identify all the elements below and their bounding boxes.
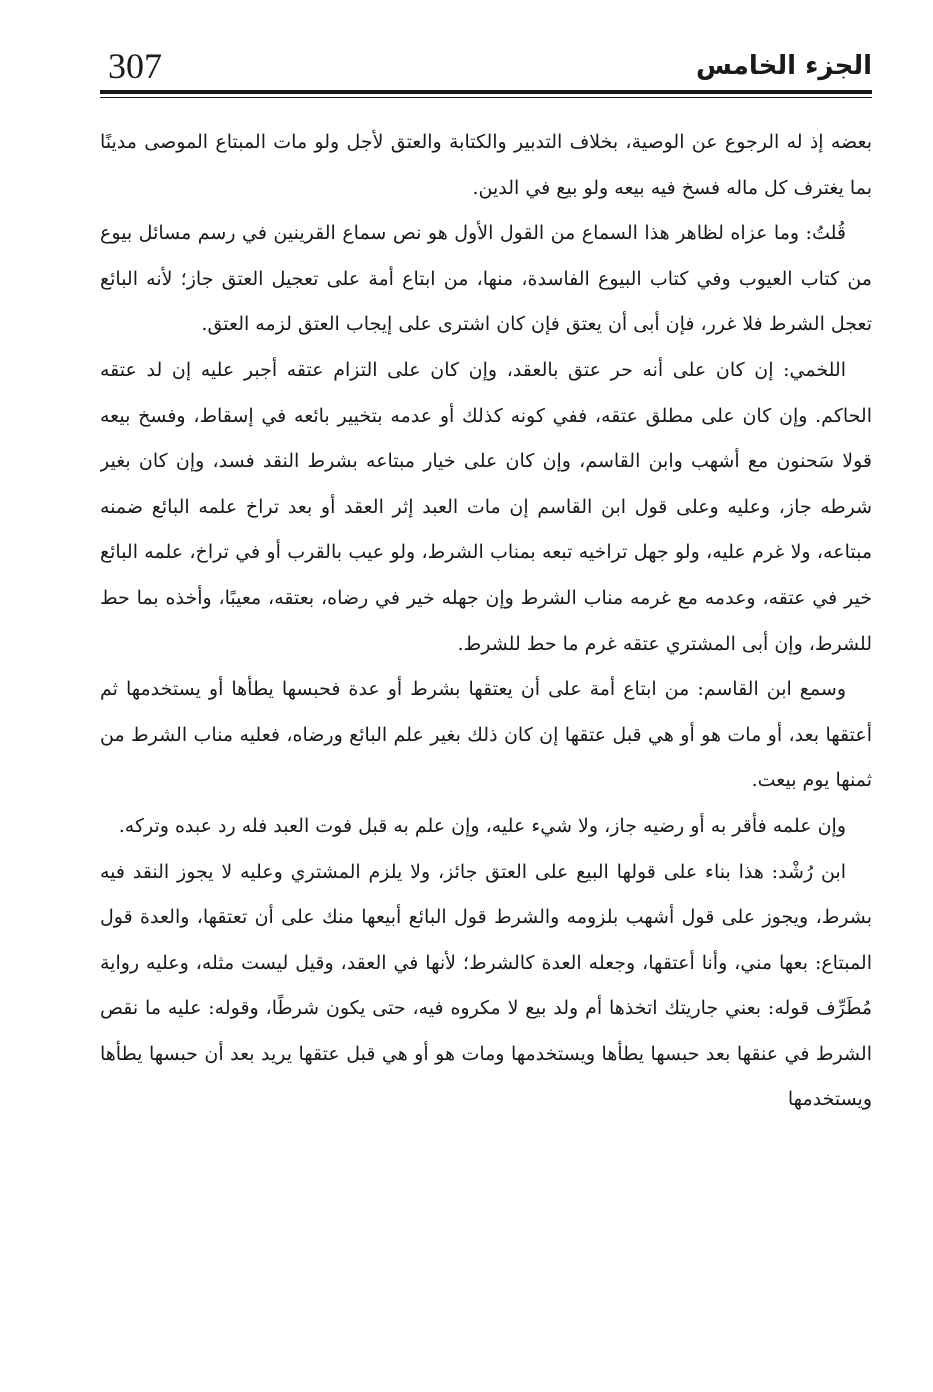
page-number: 307 [108,46,162,86]
paragraph-2: قُلتُ: وما عزاه لظاهر هذا السماع من القول الأول هو نص سماع القرينين في رسم مسائل بيوع من كتاب العيوب وفي كتاب البيوع الفاسدة، منها، من ابتاع أمة على تعجيل العتق جاز؛ لأنه البائع تعجل الشرط فلا غرر، فإن أبى أن يعتق فإن كان اشترى على إيجاب العتق لزمه العتق. [100,222,872,336]
page-header [100,40,872,92]
paragraph-3: اللخمي: إن كان على أنه حر عتق بالعقد، وإن كان على التزام عتقه أجبر عليه إن لد عتقه الحاكم. وإن كان على مطلق عتقه، ففي كونه كذلك أو عدمه بتخيير بائعه في إسقاط، وفسخ بيعه قولا سَحنون مع أشهب وابن القاسم، وإن كان على خيار مبتاعه بشرط النقد فسد، وإن كان بغير شرطه جاز، وعليه وعلى قول ابن القاسم إن مات العبد إثر العقد أو بعد تراخ علمه البائع ضمنه مبتاعه، ولا غرم عليه، ولو جهل تراخيه تبعه بمناب الشرط، ولو عيب بالقرب أو في تراخ، علمه البائع خير في عتقه، وعدمه مع غرمه مناب الشرط وإن جهله خير في رضاه، بعتقه، معيبًا، وأخذه بما حط للشرط، وإن أبى المشتري عتقه غرم ما حط للشرط. [100,358,872,655]
paragraph-4: وسمع ابن القاسم: من ابتاع أمة على أن يعتقها بشرط أو عدة فحبسها يطأها أو يستخدمها ثم أعتقها بعد، أو مات هو أو هي قبل عتقها إن كان ذلك بغير علم البائع ورضاه، فعليه مناب الشرط من ثمنها يوم بيعت. [100,678,872,792]
header-rule-thin [100,97,872,98]
paragraph-1: بعضه إذ له الرجوع عن الوصية، بخلاف التدبير والكتابة والعتق لأجل ولو مات المبتاع الموصى مدينًا بما يغترف كل ماله فسخ فيه بيعه ولو بيع في الدين. [100,131,872,199]
paragraph-6: ابن رُشْد: هذا بناء على قولها البيع على العتق جائز، ولا يلزم المشتري وعليه لا يجوز النقد فيه بشرط، ويجوز على قول أشهب بلزومه والشرط قول البائع أبيعها منك على أن تعتقها، والعدة قول المبتاع: بعها مني، وأنا أعتقها، وجعله العدة كالشرط؛ لأنها في العقد، وقيل ليست مثله، وعليه رواية مُطَرِّف قوله: بعني جاريتك اتخذها أم ولد بيع لا مكروه فيه، حتى يكون شرطًا، وقوله: عليه ما نقص الشرط في عنقها بعد حبسها يطأها ويستخدمها ومات هو أو هي قبل عتقها يريد بعد أن حبسها يطأها ويستخدمها [100,860,872,1111]
header-rule-thick [100,90,872,94]
body-text [100,120,872,1380]
paragraph-5: وإن علمه فأقر به أو رضيه جاز، ولا شيء عليه، وإن علم به قبل فوت العبد فله رد عبده وتركه. [118,814,846,837]
running-title: الجزء الخامس [696,51,872,81]
